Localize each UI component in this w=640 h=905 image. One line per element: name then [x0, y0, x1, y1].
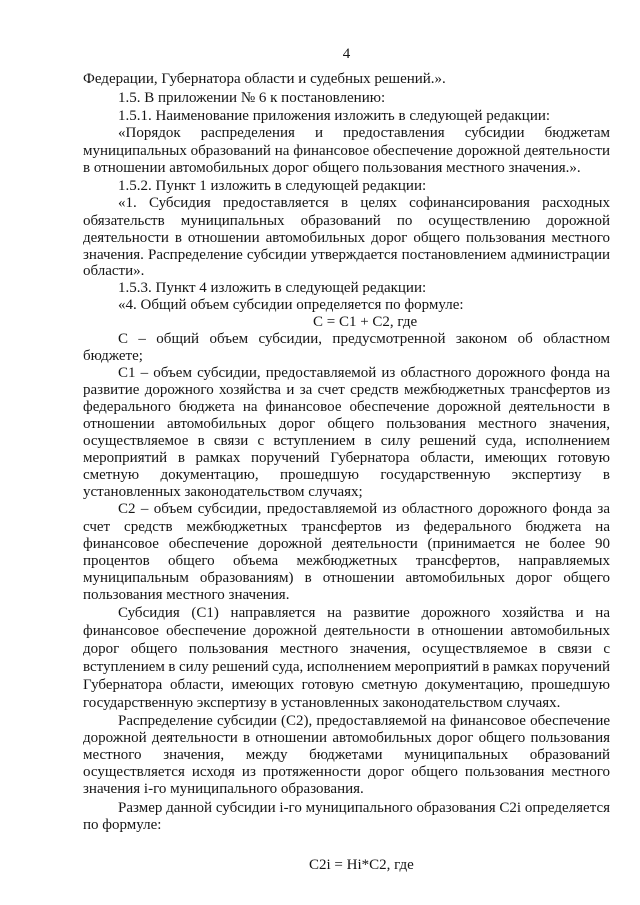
paragraph-line: 1.5.1. Наименование приложения изложить в следующей редакции: — [118, 108, 551, 124]
paragraph-line: С2 – объем субсидии, предоставляемой из областного дорожного фонда за — [118, 501, 610, 517]
paragraph-line: государственную экспертизу в установленных законодательством случаях. — [83, 695, 561, 711]
paragraph-line: отношении автомобильных дорог общего пользования местного значения, — [83, 416, 610, 432]
formula: С = С1 + С2, где — [313, 314, 418, 330]
paragraph-line: развитие дорожного хозяйства и за счет средств межбюджетных трансфертов из — [83, 382, 610, 398]
paragraph-line: процентов общего объема межбюджетных трансфертов, направляемых — [83, 553, 610, 569]
paragraph-line: С – общий объем субсидии, предусмотренной законом об областном — [118, 331, 610, 347]
paragraph-line: финансовое обеспечение дорожной деятельности в отношении автомобильных — [83, 623, 610, 639]
paragraph-line: сметную документацию, прошедшую государственную экспертизу в — [83, 467, 610, 483]
paragraph-line: 1.5.3. Пункт 4 изложить в следующей редакции: — [118, 280, 427, 296]
paragraph-line: дорожной деятельности в отношении автомобильных дорог общего пользования — [83, 730, 610, 746]
page-number: 4 — [342, 46, 351, 62]
paragraph-line: установленных законодательством случаях; — [83, 484, 363, 500]
paragraph-line: Размер данной субсидии i-го муниципального образования С2i определяется — [118, 800, 610, 816]
paragraph-line: «1. Субсидия предоставляется в целях софинансирования расходных — [118, 195, 610, 211]
formula: С2i = Hi*C2, где — [309, 857, 414, 873]
paragraph-line: по формуле: — [83, 817, 162, 833]
paragraph-line: пользования местного значения. — [83, 587, 290, 603]
paragraph-line: значения i-го муниципального образования. — [83, 781, 364, 797]
paragraph-line: Субсидия (С1) направляется на развитие дорожного хозяйства и на — [118, 605, 610, 621]
paragraph-line: 1.5.2. Пункт 1 изложить в следующей редакции: — [118, 178, 427, 194]
paragraph-line: Губернатора области, имеющих готовую сметную документацию, прошедшую — [83, 677, 610, 693]
paragraph-line: деятельности в отношении автомобильных дорог общего пользования местного — [83, 230, 610, 246]
paragraph-line: осуществляется исходя из протяженности дорог общего пользования местного — [83, 764, 610, 780]
paragraph-line: федерального бюджета на финансовое обеспечение дорожной деятельности в — [83, 399, 610, 415]
paragraph-line: бюджете; — [83, 348, 143, 364]
paragraph-line: осуществляемое в связи с вступлением в силу решений суда, исполнением — [83, 433, 610, 449]
paragraph-line: Распределение субсидии (С2), предоставляемой на финансовое обеспечение — [118, 713, 610, 729]
paragraph-line: муниципальных образований на финансовое обеспечение дорожной деятельности — [83, 143, 610, 159]
paragraph-line: финансовое обеспечение дорожной деятельности (принимается не более 90 — [83, 536, 610, 552]
paragraph-line: значения. Распределение субсидии утверждается постановлением администрации — [83, 247, 610, 263]
paragraph-line: муниципальным образованиям) в отношении автомобильных дорог общего — [83, 570, 610, 586]
paragraph-line: «Порядок распределения и предоставления субсидии бюджетам — [118, 125, 610, 141]
paragraph-line: области». — [83, 263, 145, 279]
paragraph-line: местного значения, между бюджетами муниципальных образований — [83, 747, 610, 763]
paragraph-line: С1 – объем субсидии, предоставляемой из областного дорожного фонда на — [118, 365, 610, 381]
paragraph-line: вступлением в силу решений суда, исполнением мероприятий в рамках поручений — [83, 659, 610, 675]
paragraph-line: дорог общего пользования местного значения, осуществляемое в связи с — [83, 641, 610, 657]
paragraph-line: мероприятий в рамках поручений Губернатора области, имеющих готовую — [83, 450, 610, 466]
paragraph-line: Федерации, Губернатора области и судебных решений.». — [83, 71, 446, 87]
paragraph-line: счет средств межбюджетных трансфертов из федерального бюджета на — [83, 519, 610, 535]
paragraph-line: «4. Общий объем субсидии определяется по формуле: — [118, 297, 464, 313]
paragraph-line: 1.5. В приложении № 6 к постановлению: — [118, 90, 386, 106]
paragraph-line: обязательств муниципальных образований по осуществлению дорожной — [83, 213, 610, 229]
paragraph-line: в отношении автомобильных дорог общего пользования местного значения.». — [83, 160, 581, 176]
